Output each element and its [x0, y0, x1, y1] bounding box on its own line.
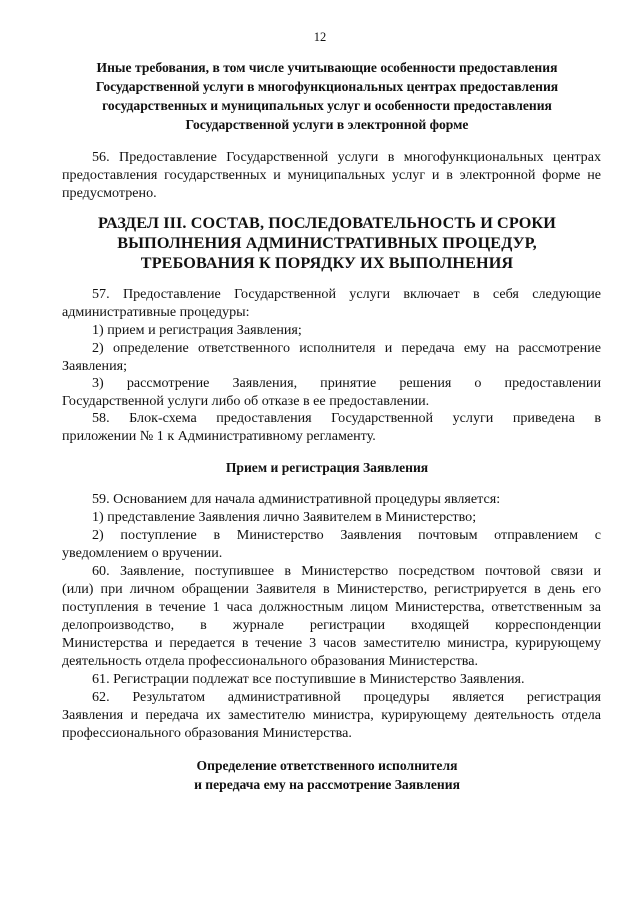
- paragraph-56-line: предусмотрено.: [62, 185, 157, 201]
- heading-other-requirements-line-1: Иные требования, в том числе учитывающие особенности предоставления: [96, 60, 558, 75]
- paragraph-56-line: предоставления государственных и муниципальных услуг и в электронной форме не: [62, 167, 601, 183]
- heading-other-requirements-line-3: государственных и муниципальных услуг и особенности предоставления: [102, 98, 552, 113]
- page-number: 12: [313, 30, 327, 44]
- section-3-title-line-3: ТРЕБОВАНИЯ К ПОРЯДКУ ИХ ВЫПОЛНЕНИЯ: [140, 254, 514, 272]
- paragraph-59-line: 59. Основанием для начала административной процедуры является:: [92, 491, 501, 507]
- subheading-assignment-line-1: Определение ответственного исполнителя: [196, 758, 458, 773]
- section-3-title-line-2: ВЫПОЛНЕНИЯ АДМИНИСТРАТИВНЫХ ПРОЦЕДУР,: [117, 234, 537, 252]
- paragraph-56-line: 56. Предоставление Государственной услуги в многофункциональных центрах: [92, 149, 601, 165]
- paragraph-57-item-1: 1) прием и регистрация Заявления;: [92, 322, 302, 338]
- subheading-reception: Прием и регистрация Заявления: [225, 460, 429, 475]
- paragraph-60-line: поступления в течение 1 часа должностным лицом Министерства, ответственным за: [62, 599, 601, 615]
- paragraph-60-line: делопроизводство, в журнале регистрации входящей корреспонденции: [62, 617, 601, 633]
- paragraph-62-line: профессионального образования Министерства.: [62, 725, 352, 741]
- paragraph-57-line: Заявления;: [62, 358, 128, 374]
- heading-other-requirements-line-2: Государственной услуги в многофункциональных центрах предоставления: [95, 79, 559, 94]
- paragraph-60-line: Министерства и передается в течение 3 часов заместителю министра, курирующему: [62, 635, 601, 651]
- paragraph-57-item-2: 2) определение ответственного исполнителя и передача ему на рассмотрение: [92, 340, 601, 356]
- paragraph-62-line: Заявления и передача их заместителю министра, курирующему деятельность отдела: [62, 707, 601, 723]
- paragraph-58-line: 58. Блок-схема предоставления Государственной услуги приведена в: [92, 410, 601, 426]
- subheading-assignment-line-2: и передача ему на рассмотрение Заявления: [194, 777, 460, 792]
- paragraph-60-line: деятельность отдела профессионального образования Министерства.: [62, 653, 479, 669]
- paragraph-57-item-3: 3) рассмотрение Заявления, принятие решения о предоставлении: [92, 375, 601, 391]
- paragraph-59-item-2: 2) поступление в Министерство Заявления почтовым отправлением с: [92, 527, 601, 543]
- paragraph-60-line: 60. Заявление, поступившее в Министерство посредством почтовой связи и: [92, 563, 601, 579]
- paragraph-60-line: (или) при личном обращении Заявителя в Министерство, регистрируется в день его: [62, 581, 601, 597]
- paragraph-58-line: приложении № 1 к Административному регламенту.: [62, 428, 376, 444]
- paragraph-61-line: 61. Регистрации подлежат все поступившие в Министерство Заявления.: [92, 671, 525, 687]
- paragraph-57-line: административные процедуры:: [62, 304, 250, 320]
- paragraph-59-item-1: 1) представление Заявления лично Заявителем в Министерство;: [92, 509, 477, 525]
- paragraph-59-line: уведомлением о вручении.: [62, 545, 223, 561]
- heading-other-requirements-line-4: Государственной услуги в электронной форме: [185, 117, 469, 132]
- paragraph-57-line: 57. Предоставление Государственной услуги включает в себя следующие: [92, 286, 601, 302]
- paragraph-57-line: Государственной услуги либо об отказе в ее предоставлении.: [62, 393, 430, 409]
- section-3-title-line-1: РАЗДЕЛ III. СОСТАВ, ПОСЛЕДОВАТЕЛЬНОСТЬ И СРОКИ: [98, 214, 556, 232]
- paragraph-62-line: 62. Результатом административной процедуры является регистрация: [92, 689, 601, 705]
